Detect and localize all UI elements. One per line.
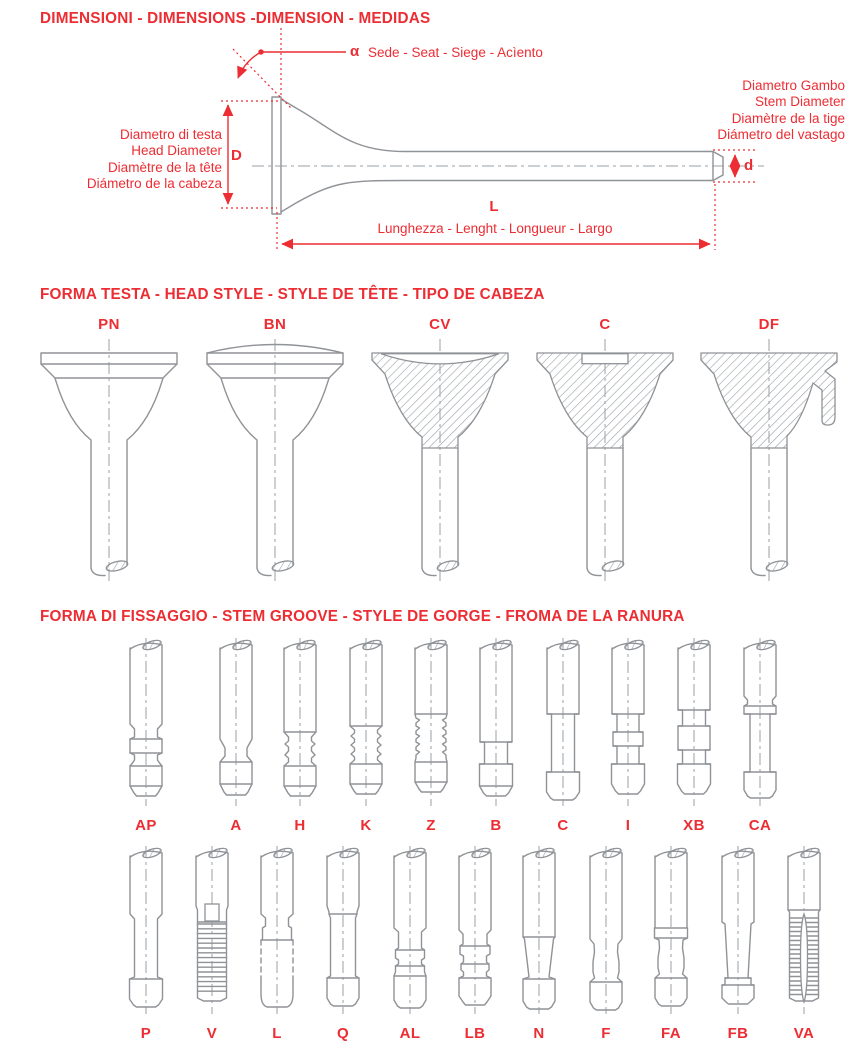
head-style-item-df (694, 316, 844, 596)
stem-groove-drawing-al (382, 844, 438, 1020)
stem-groove-drawing-xb (666, 636, 722, 812)
length-symbol: L (489, 198, 499, 215)
head-diameter-line: Head Diameter (131, 143, 222, 159)
stem-groove-label: A (230, 817, 242, 834)
stem-groove-drawing-z (403, 636, 459, 812)
stem-groove-label: Z (426, 817, 436, 834)
stem-groove-item-v (184, 844, 240, 1042)
head-diameter-line: Diámetro de la cabeza (86, 176, 222, 192)
stem-groove-drawing-c (535, 636, 591, 812)
stem-groove-drawing-b (468, 636, 524, 812)
stem-groove-drawing-f (578, 844, 634, 1020)
head-diameter-symbol: D (231, 147, 242, 164)
head-diameter-labels (28, 127, 222, 193)
head-diameter-line: Diametro di testa (119, 127, 222, 142)
stem-groove-item-c (535, 636, 591, 834)
head-style-drawing-cv (365, 333, 515, 591)
stem-groove-item-al (382, 844, 438, 1042)
stem-groove-label: P (140, 1025, 152, 1042)
stem-groove-drawing-ca (732, 636, 788, 812)
head-style-label: PN (98, 316, 120, 333)
stem-groove-item-va (776, 844, 832, 1042)
stem-groove-item-i (600, 636, 656, 834)
stem-groove-drawing-lb (447, 844, 503, 1020)
stem-groove-label: K (360, 817, 372, 834)
stem-groove-item-xb (666, 636, 722, 834)
stem-groove-label: FA (661, 1025, 681, 1042)
head-style-section-title: FORMA TESTA - HEAD STYLE - STYLE DE TÊTE - TIPO DE CABEZA (40, 286, 545, 303)
stem-groove-drawing-q (315, 844, 371, 1020)
head-style-item-pn (34, 316, 184, 596)
head-diameter-line: Diamètre de la tête (107, 159, 222, 175)
stem-groove-label: AP (135, 817, 157, 834)
head-style-label: C (599, 316, 611, 333)
stem-diameter-labels (640, 78, 845, 144)
stem-groove-label: H (294, 817, 306, 834)
head-style-item-cv (365, 316, 515, 596)
stem-groove-item-z (403, 636, 459, 834)
stem-groove-label: V (206, 1025, 218, 1042)
stem-groove-drawing-fa (643, 844, 699, 1020)
stem-groove-drawing-k (338, 636, 394, 812)
stem-groove-item-a (208, 636, 264, 834)
stem-groove-label: L (272, 1025, 282, 1042)
head-style-label: BN (263, 316, 287, 333)
stem-groove-item-ap (118, 636, 174, 834)
stem-diameter-symbol: d (744, 157, 754, 174)
length-label: Lunghezza - Lenght - Longueur - Largo (377, 221, 613, 236)
head-style-drawing-pn (34, 333, 184, 591)
stem-groove-label: LB (464, 1025, 486, 1042)
head-style-drawing-df (694, 333, 844, 591)
stem-groove-item-fa (643, 844, 699, 1042)
stem-diameter-line: Stem Diameter (754, 94, 845, 110)
stem-groove-drawing-a (208, 636, 264, 812)
stem-groove-item-lb (447, 844, 503, 1042)
stem-groove-item-l (249, 844, 305, 1042)
stem-groove-label: B (490, 817, 502, 834)
head-style-item-c (530, 316, 680, 596)
stem-groove-item-f (578, 844, 634, 1042)
stem-groove-drawing-l (249, 844, 305, 1020)
stem-groove-label: Q (336, 1025, 350, 1042)
stem-diameter-line: Diametro Gambo (742, 78, 845, 93)
stem-groove-label: C (557, 817, 569, 834)
stem-groove-item-ca (732, 636, 788, 834)
stem-groove-item-n (511, 844, 567, 1042)
stem-groove-label: AL (399, 1025, 421, 1042)
stem-groove-drawing-p (118, 844, 174, 1020)
head-style-item-bn (200, 316, 350, 596)
stem-groove-item-b (468, 636, 524, 834)
stem-groove-label: XB (683, 817, 705, 834)
stem-groove-label: CA (748, 817, 772, 834)
stem-groove-drawing-i (600, 636, 656, 812)
head-style-label: DF (758, 316, 780, 333)
head-style-label: CV (429, 316, 451, 333)
stem-groove-drawing-n (511, 844, 567, 1020)
stem-diameter-line: Diámetro del vastago (717, 127, 845, 143)
stem-groove-item-q (315, 844, 371, 1042)
stem-groove-drawing-ap (118, 636, 174, 812)
stem-diameter-line: Diamètre de la tige (731, 110, 845, 126)
head-style-drawing-c (530, 333, 680, 591)
stem-groove-drawing-fb (710, 844, 766, 1020)
stem-groove-section-title: FORMA DI FISSAGGIO - STEM GROOVE - STYLE DE GORGE - FROMA DE LA RANURA (40, 608, 685, 625)
stem-groove-drawing-h (272, 636, 328, 812)
seat-label: Sede - Seat - Siege - Acìento (368, 45, 543, 60)
stem-groove-label: FB (727, 1025, 749, 1042)
stem-groove-label: I (625, 817, 631, 834)
dimensions-section-title: DIMENSIONI - DIMENSIONS -DIMENSION - MEDIDAS (40, 10, 431, 27)
stem-groove-item-k (338, 636, 394, 834)
stem-groove-label: VA (793, 1025, 815, 1042)
stem-groove-item-p (118, 844, 174, 1042)
seat-angle-symbol: α (350, 43, 360, 60)
stem-groove-drawing-va (776, 844, 832, 1020)
stem-groove-item-fb (710, 844, 766, 1042)
head-style-drawing-bn (200, 333, 350, 591)
stem-groove-item-h (272, 636, 328, 834)
stem-groove-label: N (533, 1025, 545, 1042)
stem-groove-label: F (601, 1025, 611, 1042)
stem-groove-drawing-v (184, 844, 240, 1020)
